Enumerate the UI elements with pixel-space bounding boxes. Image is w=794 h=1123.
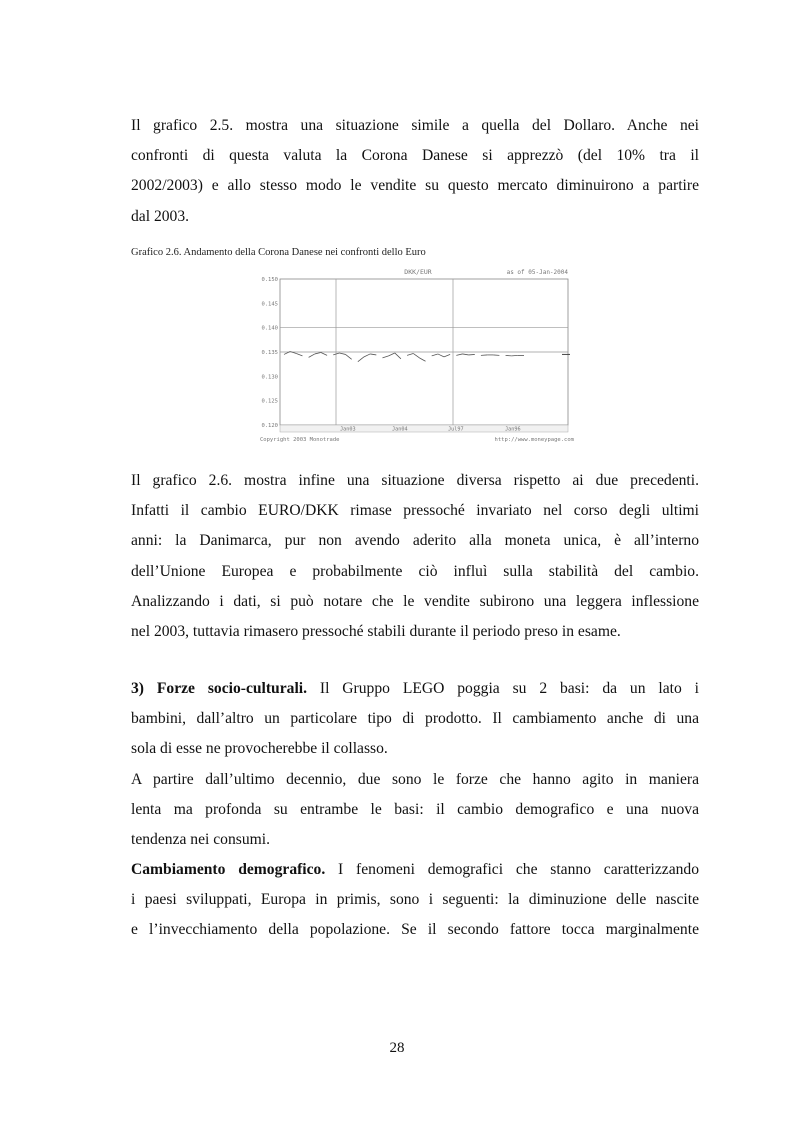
y-tick-label: 0.125: [261, 398, 278, 405]
text-line: lenta ma profonda su entrambe le basi: il cambio demografico e una nuova: [131, 800, 699, 818]
text-line: tendenza nei consumi.: [131, 831, 270, 849]
chart-title: DKK/EUR: [404, 268, 432, 276]
text-line: bambini, dall’altro un particolare tipo di prodotto. Il cambiamento anche di una: [131, 710, 699, 728]
paragraph-4: [131, 855, 699, 946]
text-line: Il grafico 2.5. mostra una situazione simile a quella del Dollaro. Anche nei: [131, 117, 699, 134]
page-number: 28: [389, 1040, 405, 1056]
text-line: i paesi sviluppati, Europa in primis, sono i seguenti: la diminuzione delle nascite: [131, 891, 699, 909]
y-tick-label: 0.135: [261, 350, 278, 356]
figure-caption: Grafico 2.6. Andamento della Corona Danese nei confronti dello Euro: [131, 247, 426, 258]
text-line: Il grafico 2.6. mostra infine una situazione diversa rispetto ai due precedenti.: [131, 472, 699, 489]
y-tick-label: 0.145: [261, 301, 278, 308]
text-line: dell’Unione Europea e probabilmente ciò influì sulla stabilità del cambio.: [131, 562, 699, 580]
exchange-rate-chart: [258, 265, 576, 445]
text-line: Infatti il cambio EURO/DKK rimase pressoché invariato nel corso degli ultimi: [131, 502, 699, 520]
text-line: [131, 855, 699, 885]
y-tick-label: 0.150: [261, 277, 278, 283]
text-line: A partire dall’ultimo decennio, due sono le forze che hanno agito in maniera: [131, 770, 699, 788]
y-tick-label: 0.140: [261, 325, 278, 332]
chart-footer-right: http://www.moneypage.com: [494, 437, 574, 443]
text-line: Analizzando i dati, si può notare che le vendite subirono una leggera inflessione: [131, 592, 699, 610]
paragraph-2: [131, 466, 699, 647]
text-run: I fenomeni demografici che stanno caratterizzando: [325, 861, 700, 878]
text-line: confronti di questa valuta la Corona Danese si apprezzò (del 10% tra il: [131, 147, 699, 165]
text-line: [131, 674, 699, 704]
text-line: sola di esse ne provocherebbe il collasso.: [131, 740, 388, 758]
x-axis-band: [280, 425, 568, 432]
chart-footer-left: Copyright 2003 Monotrade: [260, 437, 340, 443]
text-run: Il Gruppo LEGO poggia su 2 basi: da un lato i: [307, 680, 699, 697]
x-tick-label: Jan04: [392, 426, 408, 433]
section-heading: Cambiamento demografico.: [131, 861, 326, 878]
x-tick-label: Jan96: [505, 426, 521, 433]
text-line: anni: la Danimarca, pur non avendo aderito alla moneta unica, è all’interno: [131, 532, 699, 550]
x-tick-label: Jan03: [340, 426, 356, 433]
chart-date-label: as of 05-Jan-2004: [506, 269, 568, 276]
section-heading: 3) Forze socio-culturali.: [131, 680, 308, 697]
text-line: dal 2003.: [131, 207, 190, 225]
x-tick-label: Jul97: [448, 426, 464, 433]
y-tick-label: 0.120: [261, 423, 278, 429]
text-line: nel 2003, tuttavia rimasero pressoché stabili durante il periodo preso in esame.: [131, 623, 621, 641]
paragraph-1: [131, 111, 699, 232]
paragraph-3: [131, 674, 699, 855]
text-line: e l’invecchiamento della popolazione. Se il secondo fattore tocca marginalmente: [131, 921, 699, 939]
text-line: 2002/2003) e allo stesso modo le vendite su questo mercato diminuirono a partire: [131, 177, 699, 195]
y-tick-label: 0.130: [261, 374, 278, 381]
